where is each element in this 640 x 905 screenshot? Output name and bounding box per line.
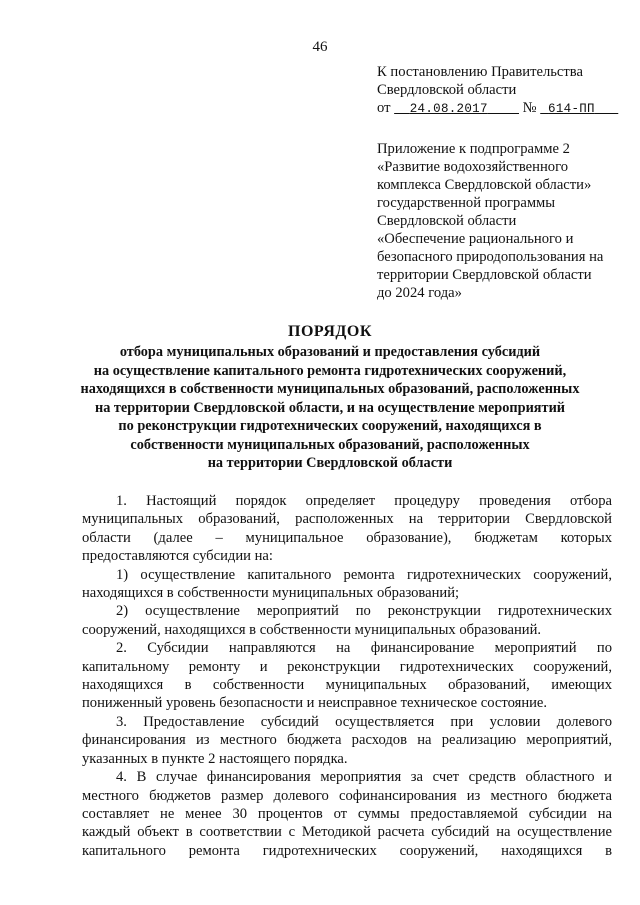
text-line: 4. В случае финансирования мероприятия за счет средств областного и — [116, 769, 612, 786]
page-number: 46 — [312, 39, 328, 55]
text-line: предоставляются субсидии на: — [82, 548, 273, 565]
appendix-line: Свердловской области — [377, 213, 517, 229]
document-title — [40, 321, 620, 473]
text-line: находящихся в собственности муниципальных образований, имеющих — [82, 677, 612, 694]
title-line: на территории Свердловской области — [207, 455, 453, 471]
paragraph-1-item-2 — [82, 602, 612, 639]
title-line: на территории Свердловской области, и на осуществление мероприятий — [94, 399, 566, 416]
text-line: находящихся в собственности муниципальных образований; — [82, 585, 460, 602]
text-line: капитальному ремонту и реконструкции гидротехнических сооружений, — [82, 658, 612, 675]
title-heading: ПОРЯДОК — [288, 323, 372, 340]
paragraph-1-item-1 — [82, 566, 612, 603]
paragraph-2 — [82, 639, 612, 713]
paragraph-4 — [82, 768, 612, 860]
document-header — [377, 63, 632, 302]
title-line: отбора муниципальных образований и предоставления субсидий — [119, 344, 541, 360]
text-line: финансирования из местного бюджета расходов на реализацию мероприятий, — [82, 732, 612, 749]
decree-date: 24.08.2017 — [409, 102, 488, 116]
appendix-note — [377, 140, 632, 302]
text-line: 2. Субсидии направляются на финансирование мероприятий по — [116, 640, 612, 657]
title-line: по реконструкции гидротехнических сооружений, находящихся в — [118, 418, 542, 434]
text-line: 2) осуществление мероприятий по реконструкции гидротехнических — [116, 603, 612, 620]
appendix-line: Приложение к подпрограмме 2 — [377, 141, 570, 157]
text-line: 1. Настоящий порядок определяет процедуру проведения отбора — [116, 493, 612, 509]
text-line: пониженный уровень безопасности и неисправное техническое состояние. — [82, 695, 548, 712]
appendix-line: государственной программы — [377, 195, 556, 211]
paragraph-3 — [82, 713, 612, 768]
document-body — [82, 492, 612, 860]
header-date-line — [377, 99, 632, 118]
appendix-line: территории Свердловской области — [377, 267, 592, 283]
text-line: капитального ремонта гидротехнических сооружений, находящихся в — [82, 842, 612, 859]
text-line: указанных в пункте 2 настоящего порядка. — [82, 750, 348, 767]
title-line: собственности муниципальных образований, расположенных — [130, 436, 530, 453]
appendix-line: до 2024 года» — [377, 285, 462, 301]
date-prefix: от — [377, 100, 391, 116]
number-prefix: № — [522, 100, 537, 116]
text-line: каждый объект в соответствии с Методикой расчета субсидий на осуществление — [82, 824, 612, 841]
header-line-2: Свердловской области — [377, 82, 517, 98]
header-line-1: К постановлению Правительства — [377, 64, 583, 80]
text-line: 1) осуществление капитального ремонта гидротехнических сооружений, — [116, 566, 612, 583]
title-line: на осуществление капитального ремонта гидротехнических сооружений, — [93, 362, 567, 379]
text-line: составляет не менее 30 процентов от суммы предоставляемой субсидии на — [82, 805, 612, 822]
text-line: области (далее – муниципальное образование), бюджетам которых — [82, 529, 612, 546]
decree-number: 614-ПП — [548, 102, 595, 116]
paragraph-1 — [82, 492, 612, 566]
text-line: муниципальных образований, расположенных на территории Свердловской — [82, 511, 612, 528]
text-line: местного бюджетов размер долевого софинансирования из местного бюджета — [82, 787, 612, 804]
appendix-line: «Развитие водохозяйственного — [377, 159, 568, 175]
appendix-line: комплекса Свердловской области» — [377, 177, 592, 193]
text-line: 3. Предоставление субсидий осуществляется при условии долевого — [116, 713, 612, 730]
appendix-line: «Обеспечение рационального и — [377, 231, 574, 247]
title-line: находящихся в собственности муниципальных образований, расположенных — [80, 381, 580, 397]
text-line: сооружений, находящихся в собственности муниципальных образований. — [82, 621, 542, 638]
appendix-line: безопасного природопользования на — [377, 249, 604, 265]
